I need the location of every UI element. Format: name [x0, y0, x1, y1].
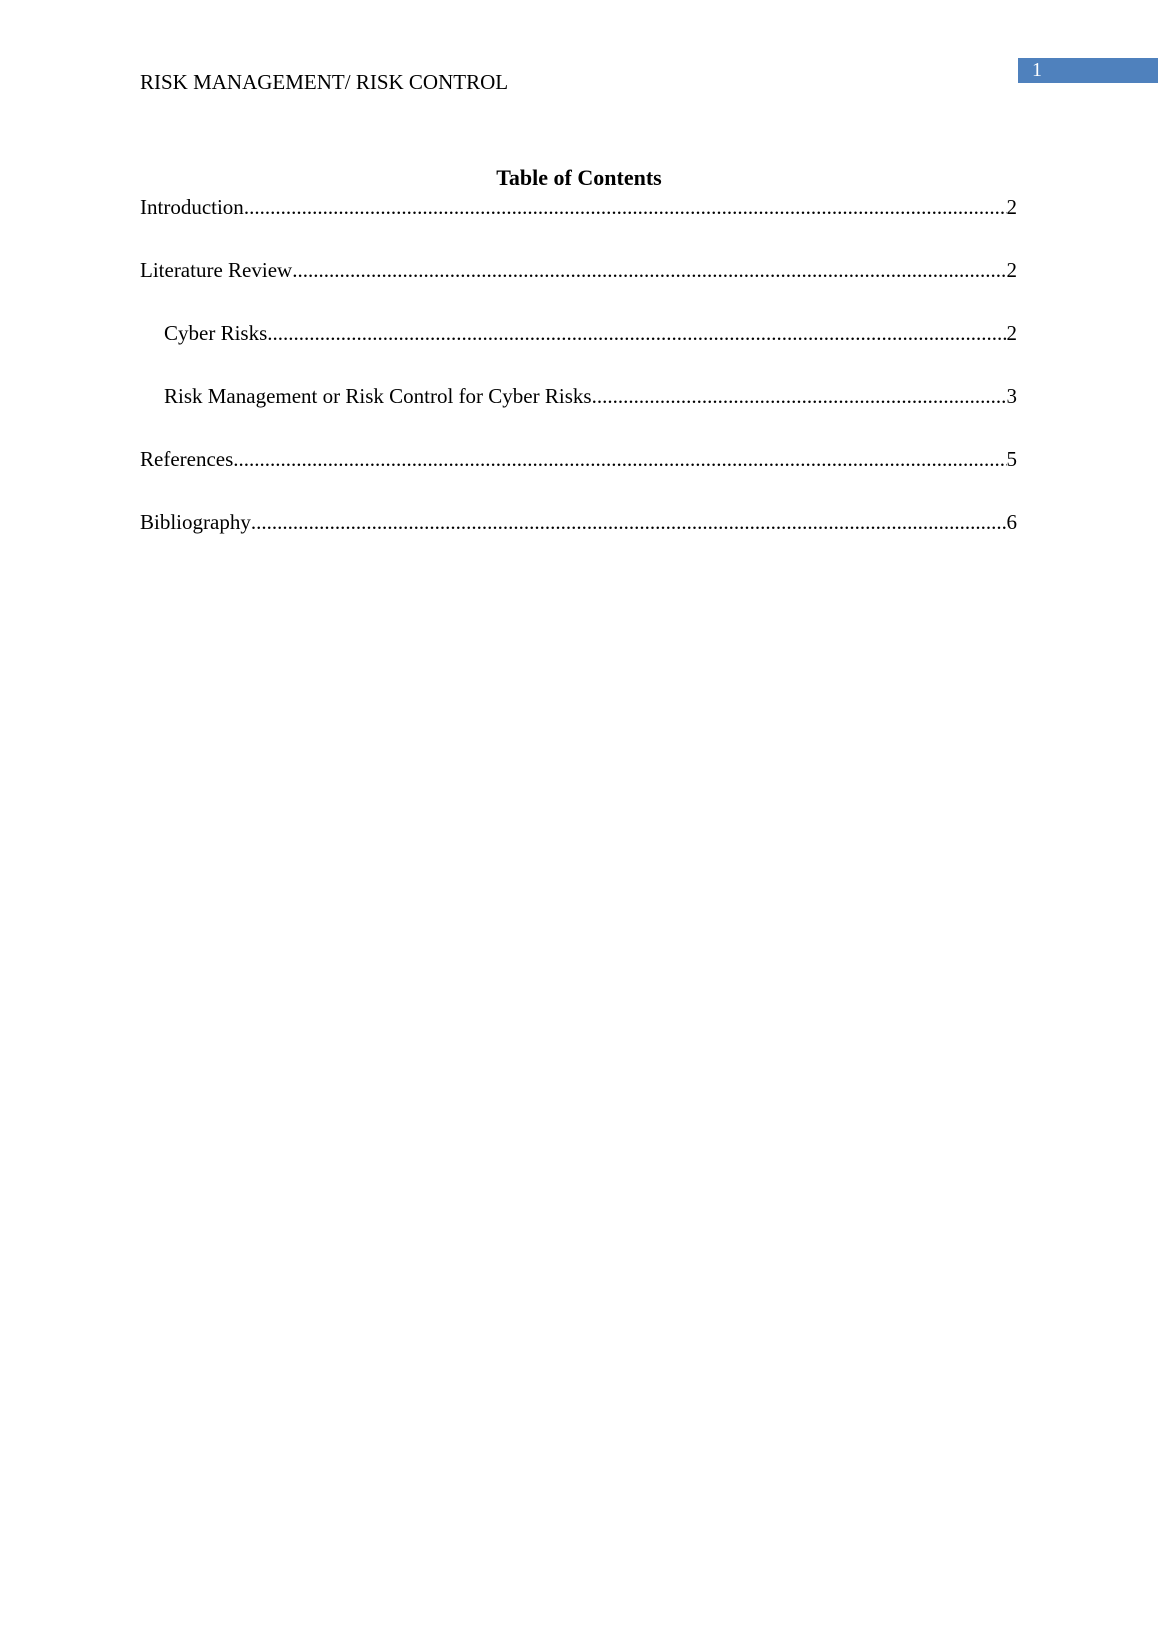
- toc-entry-page: 3: [1006, 384, 1017, 408]
- toc-dot-leader: [592, 381, 1007, 411]
- toc-dot-leader: [251, 507, 1007, 537]
- toc-dot-leader: [244, 192, 1007, 222]
- table-of-contents: [140, 192, 1017, 570]
- toc-entry-label: Cyber Risks: [164, 321, 268, 345]
- toc-entry-label: Bibliography: [140, 510, 251, 534]
- toc-dot-leader: [233, 444, 1006, 474]
- toc-entry-risk-management[interactable]: [140, 381, 1017, 444]
- toc-entry-references[interactable]: [140, 444, 1017, 507]
- toc-entry-page: 2: [1006, 195, 1017, 219]
- toc-entry-label: Introduction: [140, 195, 244, 219]
- toc-entry-label: References: [140, 447, 234, 471]
- page-number: 1: [1032, 59, 1042, 81]
- toc-entry-label: Literature Review: [140, 258, 293, 282]
- toc-entry-label: Risk Management or Risk Control for Cyber Risks: [164, 384, 592, 408]
- toc-entry-page: 2: [1006, 258, 1017, 282]
- toc-entry-literature-review[interactable]: [140, 255, 1017, 318]
- toc-entry-page: 5: [1006, 447, 1017, 471]
- toc-dot-leader: [267, 318, 1006, 348]
- toc-entry-bibliography[interactable]: [140, 507, 1017, 570]
- toc-entry-cyber-risks[interactable]: [140, 318, 1017, 381]
- toc-entry-introduction[interactable]: [140, 192, 1017, 255]
- toc-title: Table of Contents: [496, 165, 662, 190]
- page-number-box: [1018, 58, 1158, 83]
- running-head: RISK MANAGEMENT/ RISK CONTROL: [140, 70, 509, 94]
- toc-entry-page: 2: [1006, 321, 1017, 345]
- toc-entry-page: 6: [1006, 510, 1017, 534]
- toc-dot-leader: [292, 255, 1006, 285]
